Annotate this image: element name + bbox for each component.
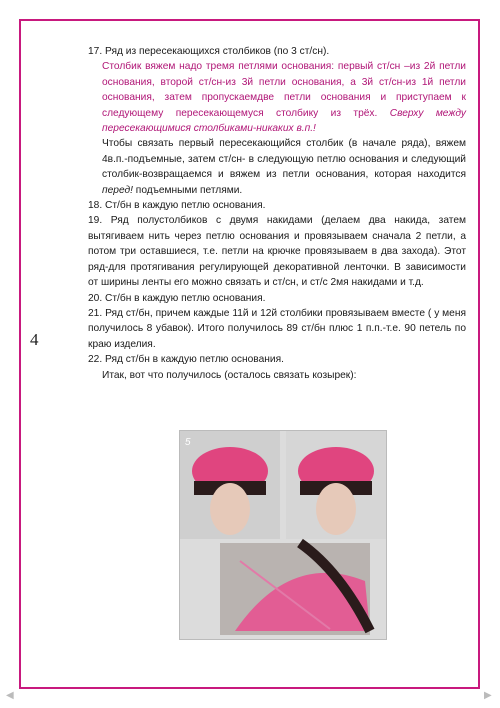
page-number: 4 [30,330,39,349]
row-21 [88,306,466,352]
row-text: Ряд из пересекающихся столбиков (по 3 ст/сн). [105,46,330,57]
row-text: Ряд полустолбиков с двумя накидами (делаем два накида, затем вытягиваем нить через петлю основания и провязываем сначала 2 петли, а потом три оставшиеся, т.е. петли на крючке провязываем в два захода). Этот ряд-для протягивания регулирующей декоративной ленточки. В зависимости от ширины ленты его можно связать и ст/сн, и ст/с 2мя накидами и т.д. [88,215,466,289]
detail-text: Чтобы связать первый пересекающийся столбик (в начале ряда), вяжем 4в.п.-подъемные, затем ст/сн- в следующую петлю основания и следующий столбик-возвращаемся и вяжем из петли основания, которая находится [102,138,466,181]
instructions [88,44,466,383]
row-17-first-stitch [102,136,466,198]
detail-note: Сверху между пересекающимися столбиками-никаких в.п.! [102,107,466,135]
detail-emphasis: перед! [102,184,133,196]
row-19 [88,213,466,290]
row-number: 19. [88,215,103,227]
row-text: Ст/бн в каждую петлю основания. [105,292,266,304]
page-next-icon[interactable]: ▶ [484,690,492,701]
photo-collage [179,430,387,640]
row-22 [88,352,466,367]
detail-text: Столбик вяжем надо тремя петлями основания: первый ст/сн –из 2й петли основания, второй ст/сн-из 3й петли основания, а 3й ст/сн-из 1й петли основания, затем пропускаемдве петли основания и приступаем к следующему пересекающемуся столбику из трёх. [102,61,466,119]
row-17 [88,44,466,59]
row-text: Ряд ст/бн в каждую петлю основания. [105,354,284,366]
closing-line: Итак, вот что получилось (осталось связать козырек): [102,369,357,381]
row-number: 21. [88,307,103,319]
row-text: Ряд ст/бн, причем каждые 11й и 12й столбики провязываем вместе ( у меня получилось 8 убавок). Итого получилось 89 ст/бн плюс 1 п.п.-т.е. 90 петель по краю изделия. [88,307,466,350]
photo-number: 5 [185,437,191,448]
hat-photo [180,431,386,639]
detail-text: подъемными петлями. [135,184,243,196]
row-20 [88,291,466,306]
row-17-details [102,59,466,136]
row-number: 22. [88,354,103,366]
row-18 [88,198,466,213]
row-text: Ст/бн в каждую петлю основания. [105,200,266,212]
page-prev-icon[interactable]: ◀ [6,690,14,701]
row-number: 20. [88,292,103,304]
row-number: 17. [88,46,103,57]
row-number: 18. [88,200,103,212]
